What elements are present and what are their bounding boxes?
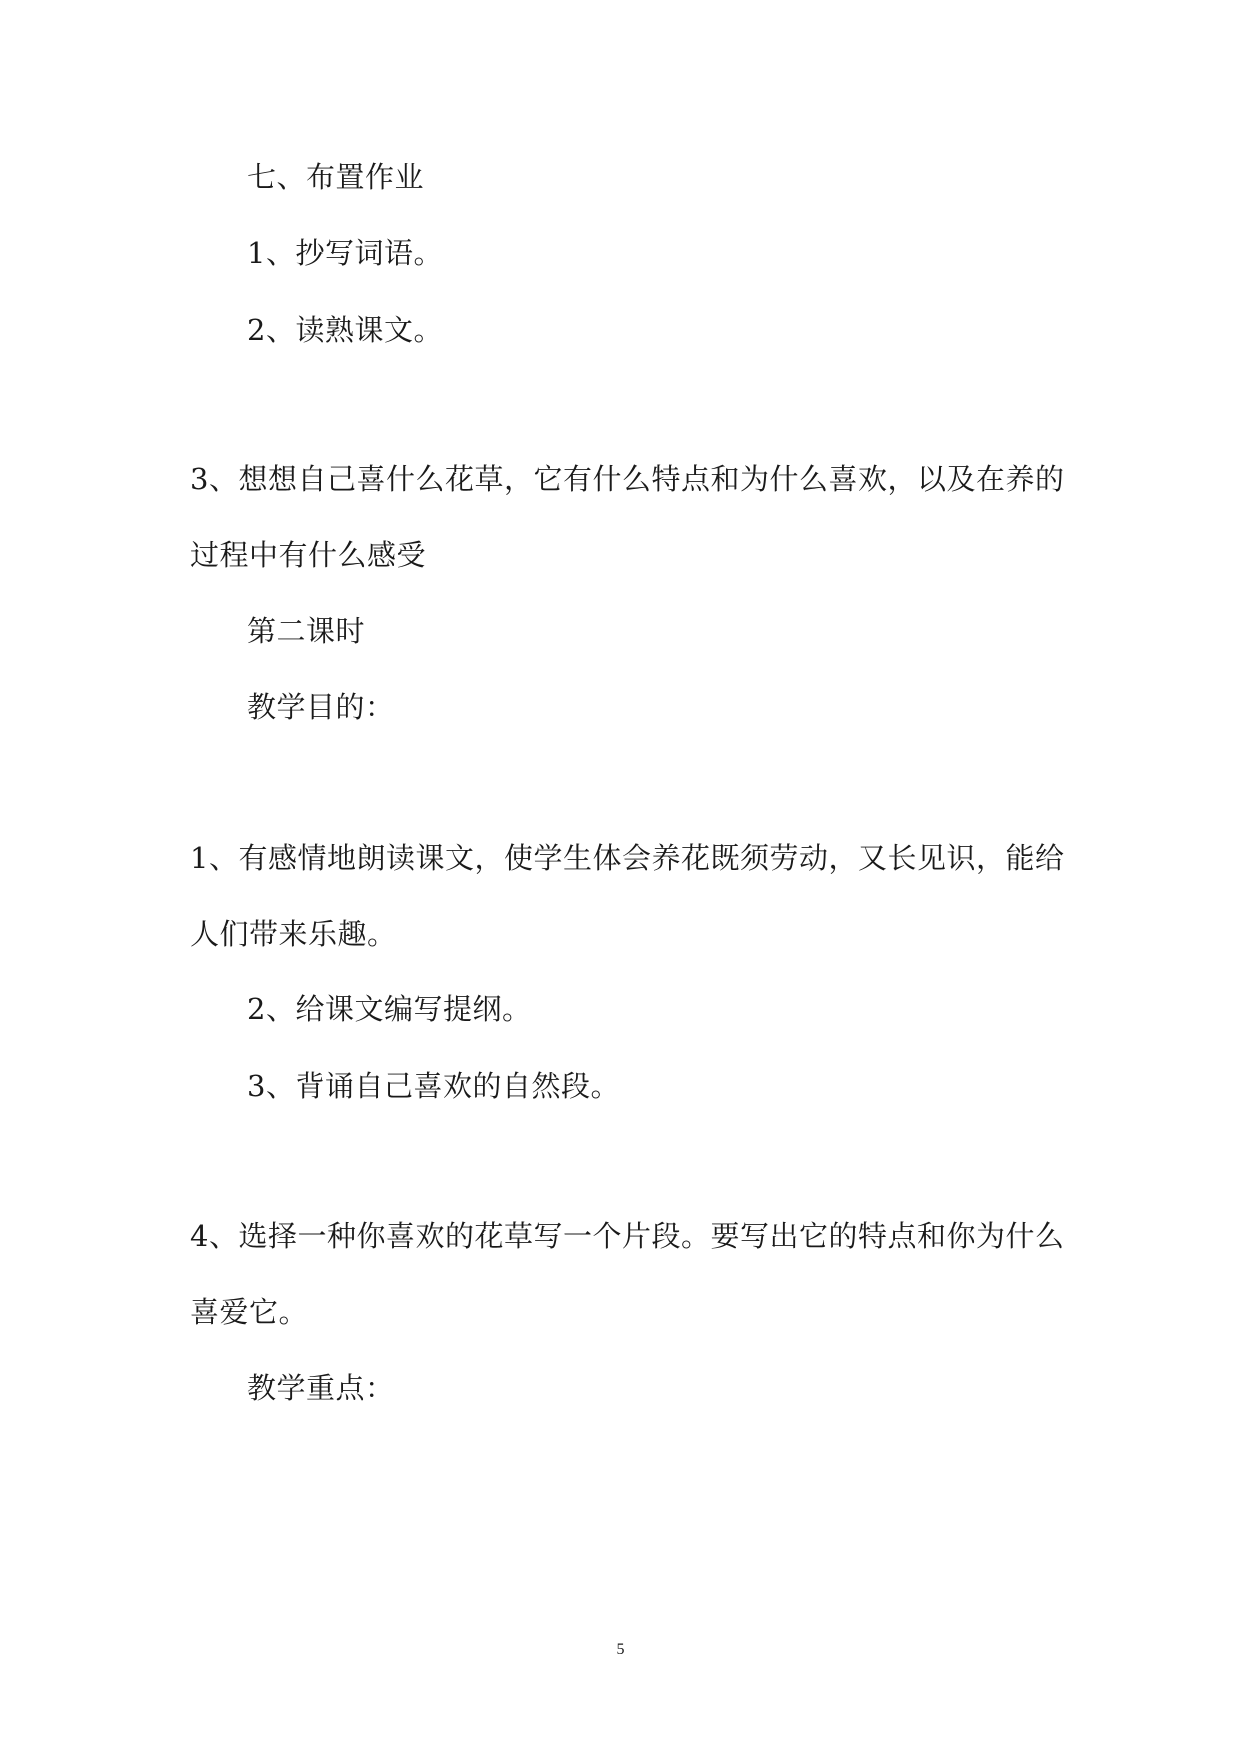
page-number: 5 [616, 1641, 625, 1658]
lesson-period-heading: 第二课时 [247, 614, 366, 648]
homework-item-1: 1、抄写词语。 [247, 236, 443, 270]
teaching-goals-heading: 教学目的： [247, 690, 395, 724]
goal-item-2: 2、给课文编写提纲。 [247, 992, 532, 1026]
homework-item-2: 2、读熟课文。 [247, 313, 443, 347]
goal-item-3: 3、背诵自己喜欢的自然段。 [247, 1069, 620, 1103]
goal-item-1-line-2: 人们带来乐趣。 [190, 917, 397, 951]
section-heading-homework: 七、布置作业 [247, 160, 425, 194]
goal-item-4-line-1: 4、选择一种你喜欢的花草写一个片段。要写出它的特点和你为什么 [190, 1219, 1065, 1253]
goal-item-1-line-1: 1、有感情地朗读课文，使学生体会养花既须劳动，又长见识，能给 [190, 841, 1065, 875]
homework-item-3-line-2: 过程中有什么感受 [190, 538, 427, 572]
goal-item-4-line-2: 喜爱它。 [190, 1295, 309, 1329]
teaching-focus-heading: 教学重点： [247, 1371, 395, 1405]
homework-item-3-line-1: 3、想想自己喜什么花草，它有什么特点和为什么喜欢，以及在养的 [190, 462, 1065, 496]
